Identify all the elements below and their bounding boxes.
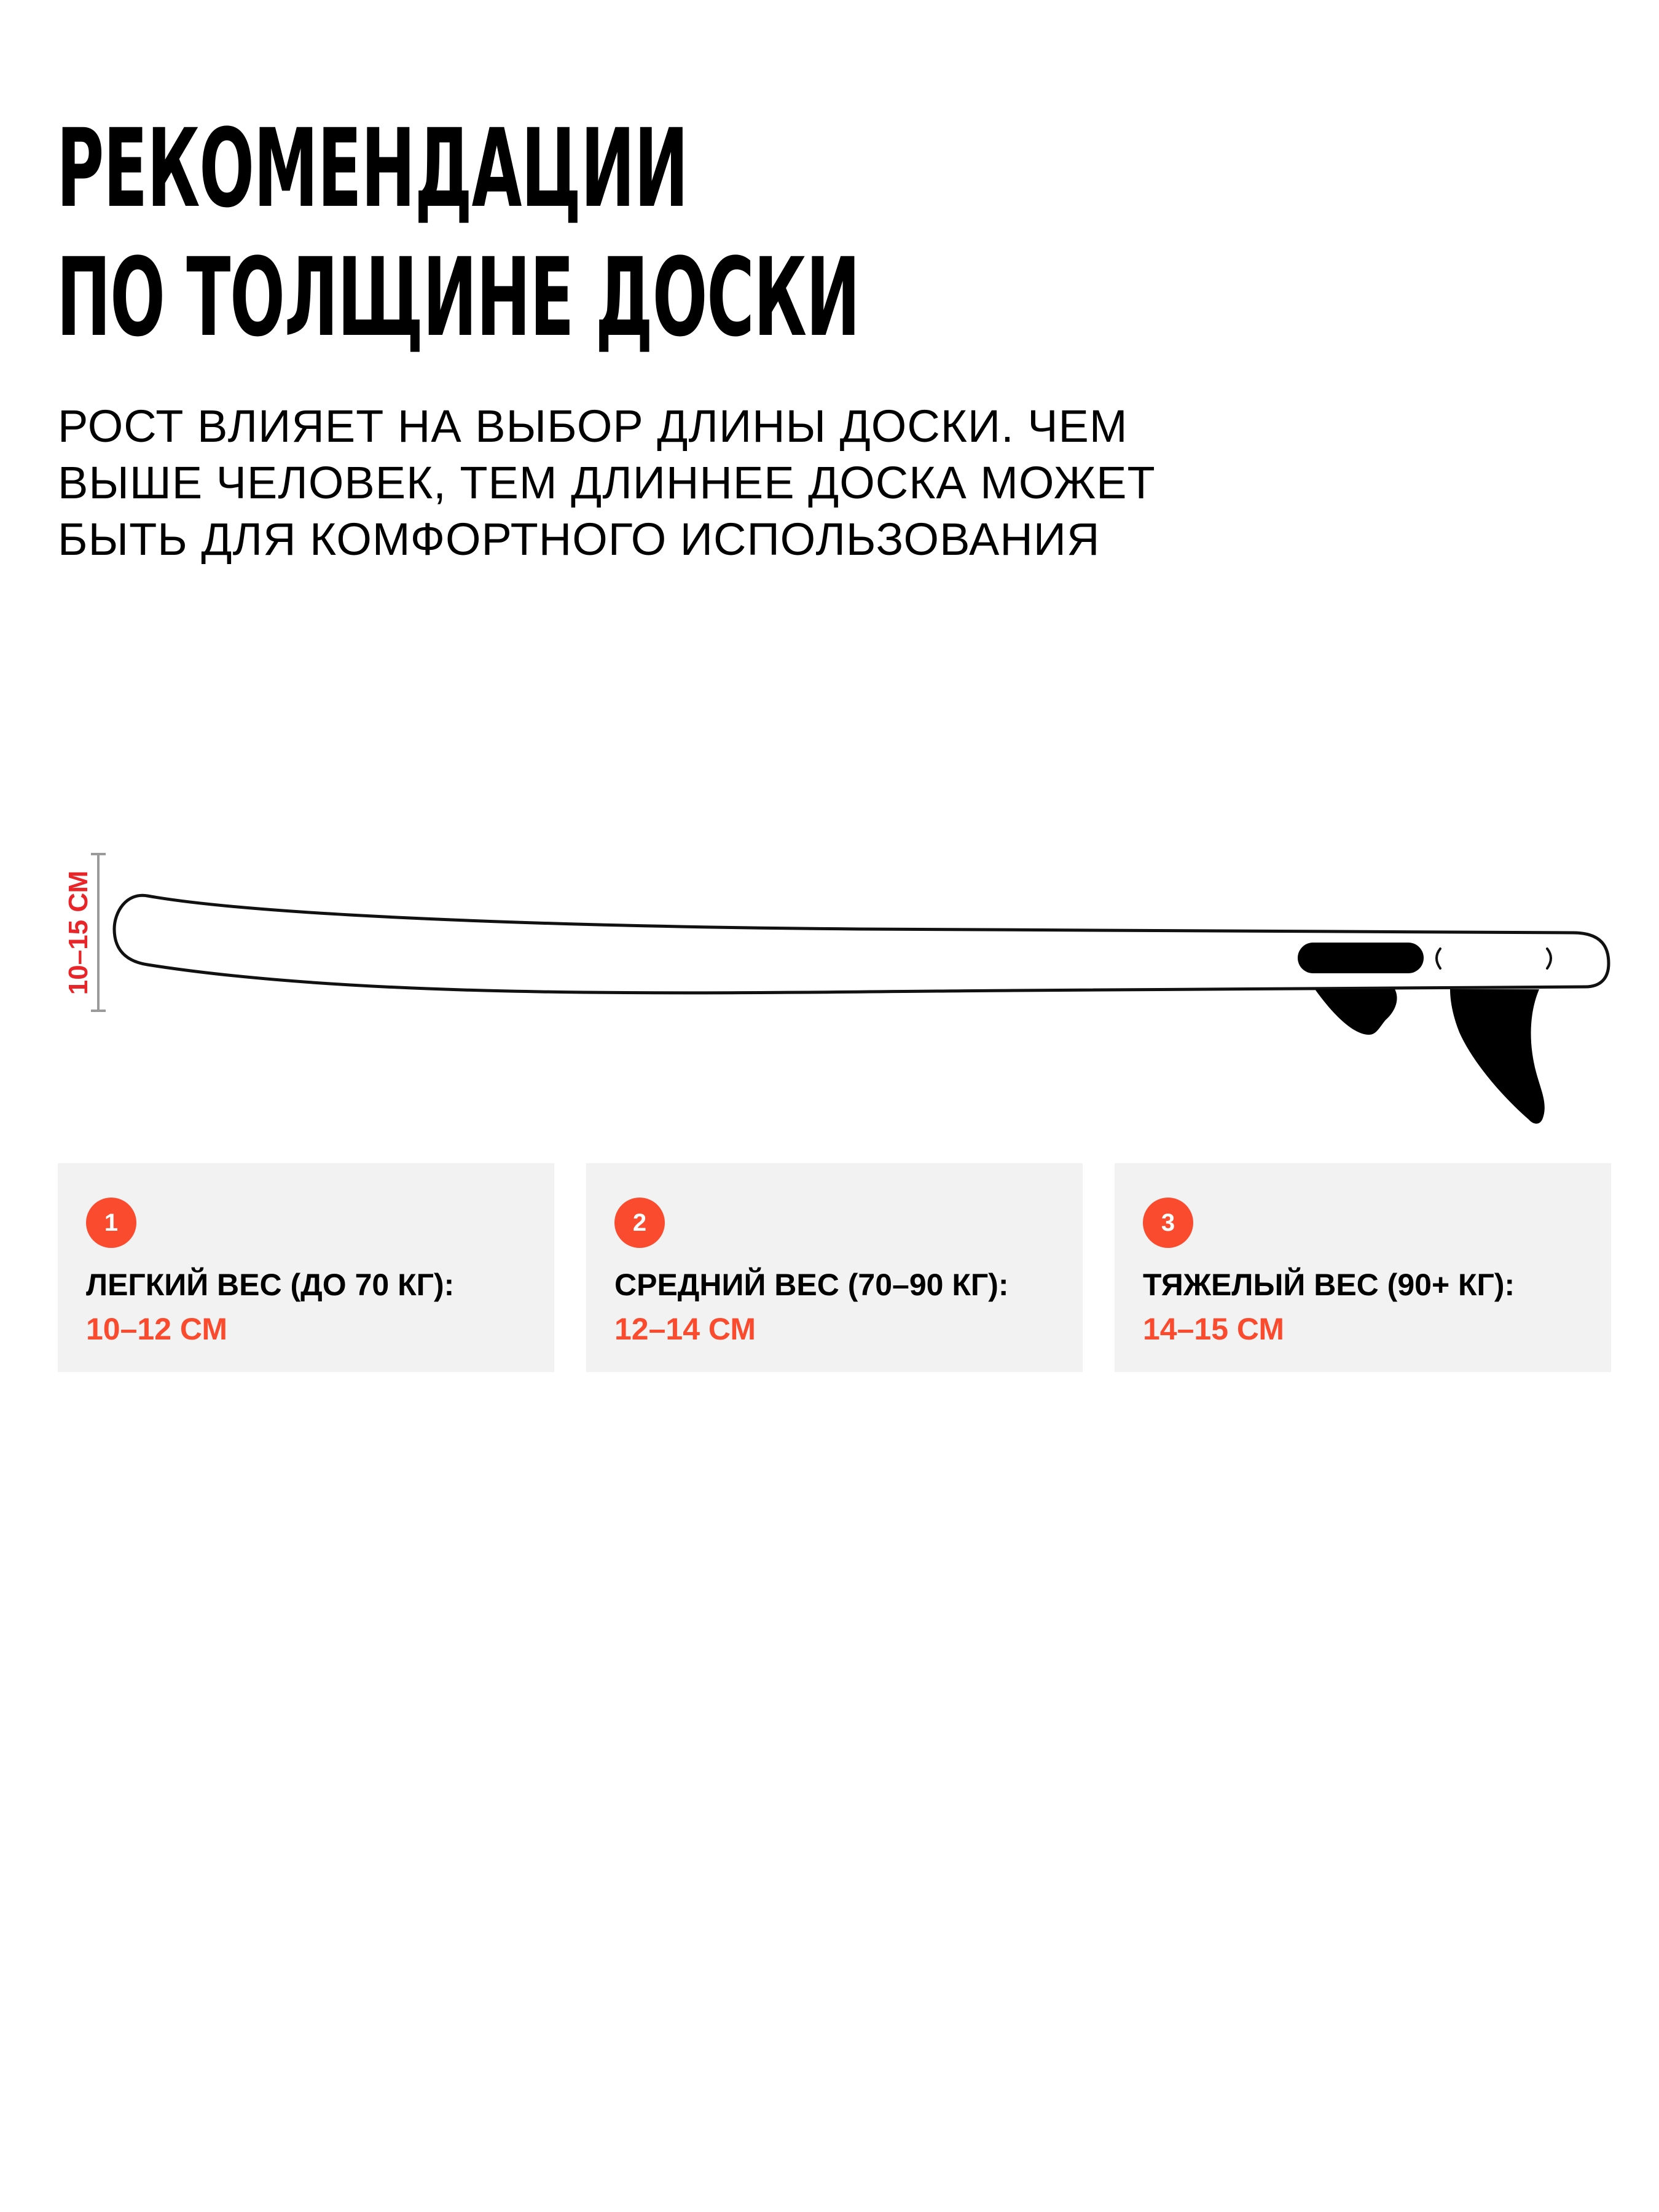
thickness-value: 14–15 СМ	[1143, 1312, 1285, 1346]
thickness-label: 10–15 СМ	[63, 870, 93, 995]
weight-recommendation-cards	[58, 1163, 1609, 1372]
weight-category-label: СРЕДНИЙ ВЕС (70–90 КГ):	[614, 1268, 1009, 1302]
page-title-line-1: РЕКОМЕНДАЦИИ	[57, 106, 688, 232]
step-number-badge: 1	[86, 1198, 136, 1248]
step-number-badge: 3	[1143, 1198, 1193, 1248]
weight-card-light	[58, 1163, 554, 1372]
page-title	[57, 104, 860, 363]
description-line-1: РОСТ ВЛИЯЕТ НА ВЫБОР ДЛИНЫ ДОСКИ. ЧЕМ	[58, 401, 1128, 452]
description-line-3: БЫТЬ ДЛЯ КОМФОРТНОГО ИСПОЛЬЗОВАНИЯ	[58, 514, 1100, 565]
sup-board-side-view-icon	[114, 895, 1609, 1123]
weight-category-label: ТЯЖЕЛЫЙ ВЕС (90+ КГ):	[1143, 1268, 1515, 1302]
weight-category-label: ЛЕГКИЙ ВЕС (ДО 70 КГ):	[86, 1268, 455, 1302]
description	[58, 398, 1225, 568]
weight-card-heavy	[1115, 1163, 1611, 1372]
step-number-badge: 2	[614, 1198, 665, 1248]
description-line-2: ВЫШЕ ЧЕЛОВЕК, ТЕМ ДЛИННЕЕ ДОСКА МОЖЕТ	[58, 457, 1156, 508]
thickness-value: 10–12 СМ	[86, 1312, 228, 1346]
page-title-line-2: ПО ТОЛЩИНЕ ДОСКИ	[57, 235, 860, 361]
thickness-value: 12–14 СМ	[614, 1312, 756, 1346]
thickness-dimension-marker	[63, 854, 106, 1011]
weight-card-medium	[586, 1163, 1083, 1372]
center-fin-icon	[1450, 989, 1545, 1124]
side-fin-icon	[1315, 989, 1397, 1035]
board-diagram	[0, 842, 1659, 1149]
carry-handle	[1298, 943, 1424, 973]
